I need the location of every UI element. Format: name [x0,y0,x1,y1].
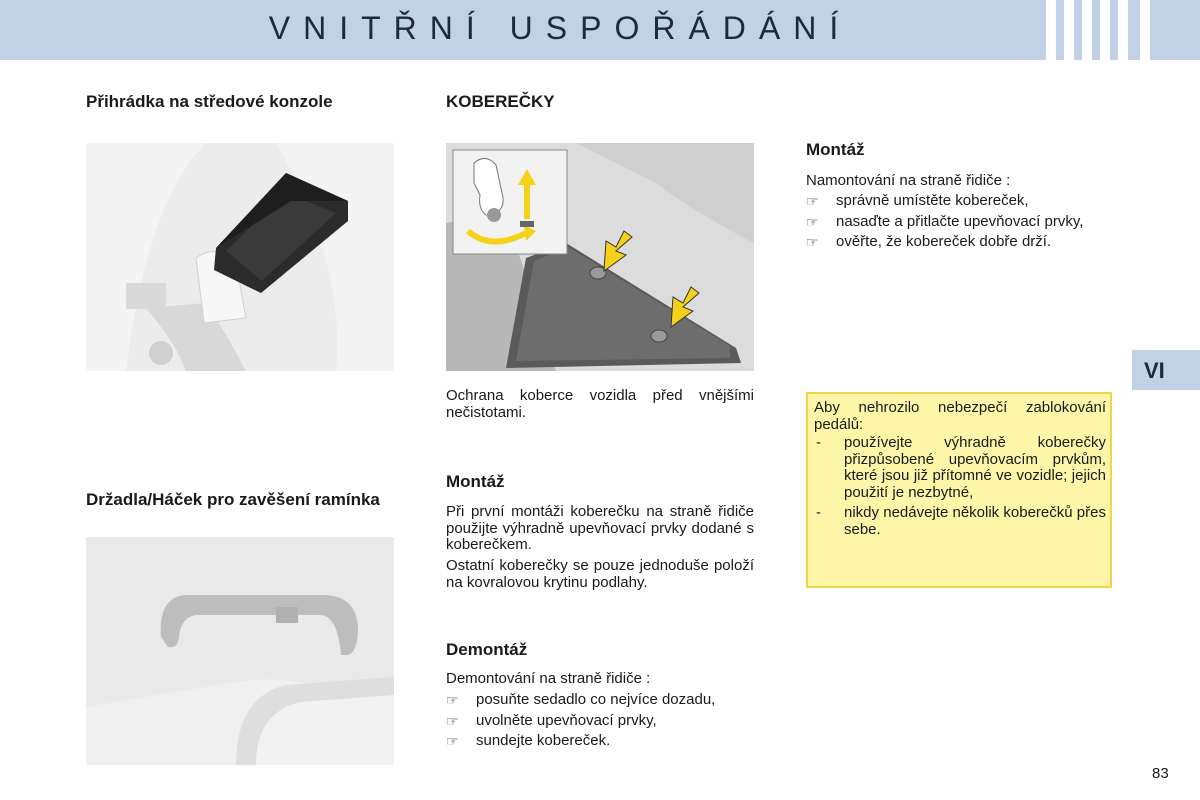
list-item: ☞ nasaďte a přitlačte upevňovací prvky, [806,212,1084,230]
list-item: ☞ správně umístěte kobereček, [806,192,1029,209]
section-heading-mats: KOBEREČKY [446,92,555,111]
warning-content [814,400,1106,542]
chapter-number: VI [1144,358,1165,383]
list-item: ☞ uvolněte upevňovací prvky, [446,711,657,729]
chapter-tab [1132,350,1200,390]
section-heading-grab-handles: Držadla/Háček pro zavěšení ramínka [86,490,380,509]
removal-intro: Demontování na straně řidiče : [446,670,651,687]
installation-steps-list [806,193,1114,255]
list-item: ☞ posuňte sedadlo co nejvíce dozadu, [446,691,716,708]
grab-handle-photo [86,537,394,765]
list-item: ☞ sundejte kobereček. [446,732,611,749]
hand-pointer-icon: ☞ [806,213,819,230]
list-item: ☞ ověřte, že kobereček dobře drží. [806,233,1052,250]
warning-list [814,435,1106,538]
header-bar [0,0,1200,60]
installation-intro: Namontování na straně řidiče : [806,172,1011,189]
warning-box [806,392,1112,588]
section-heading-mounting: Montáž [446,472,505,491]
console-storage-photo [86,143,394,371]
list-item: - používejte výhradně koberečky přizpůsobené upevňovacím prvkům, které jsou již přítomné ve vozidle; jejich použití je nezbytné, [816,434,1106,501]
page-title: VNITŘNÍ USPOŘÁDÁNÍ [268,10,852,46]
hand-pointer-icon: ☞ [446,712,459,729]
floor-mat-photo [446,143,754,371]
mats-caption: Ochrana koberce vozidla před vnějšími nečistotami. [446,387,754,421]
hand-pointer-icon: ☞ [446,692,459,708]
section-heading-center-console: Přihrádka na středové konzole [86,92,333,111]
list-item: - nikdy nedávejte několik koberečků přes sebe. [816,504,1106,538]
page-number: 83 [1152,765,1169,782]
section-heading-installation: Montáž [806,140,865,159]
mounting-paragraph-2: Ostatní koberečky se pouze jednoduše položí na kovralovou krytinu podlahy. [446,557,754,591]
warning-intro: Aby nehrozilo nebezpečí zablokování pedálů: [814,399,1106,433]
hand-pointer-icon: ☞ [446,733,459,749]
hand-pointer-icon: ☞ [806,193,819,209]
mounting-paragraph-1: Při první montáži koberečku na straně řidiče použijte výhradně upevňovací prvky dodané s koberečkem. [446,503,754,553]
removal-steps-list [446,692,754,754]
section-heading-removal: Demontáž [446,640,528,659]
hand-pointer-icon: ☞ [806,234,819,250]
